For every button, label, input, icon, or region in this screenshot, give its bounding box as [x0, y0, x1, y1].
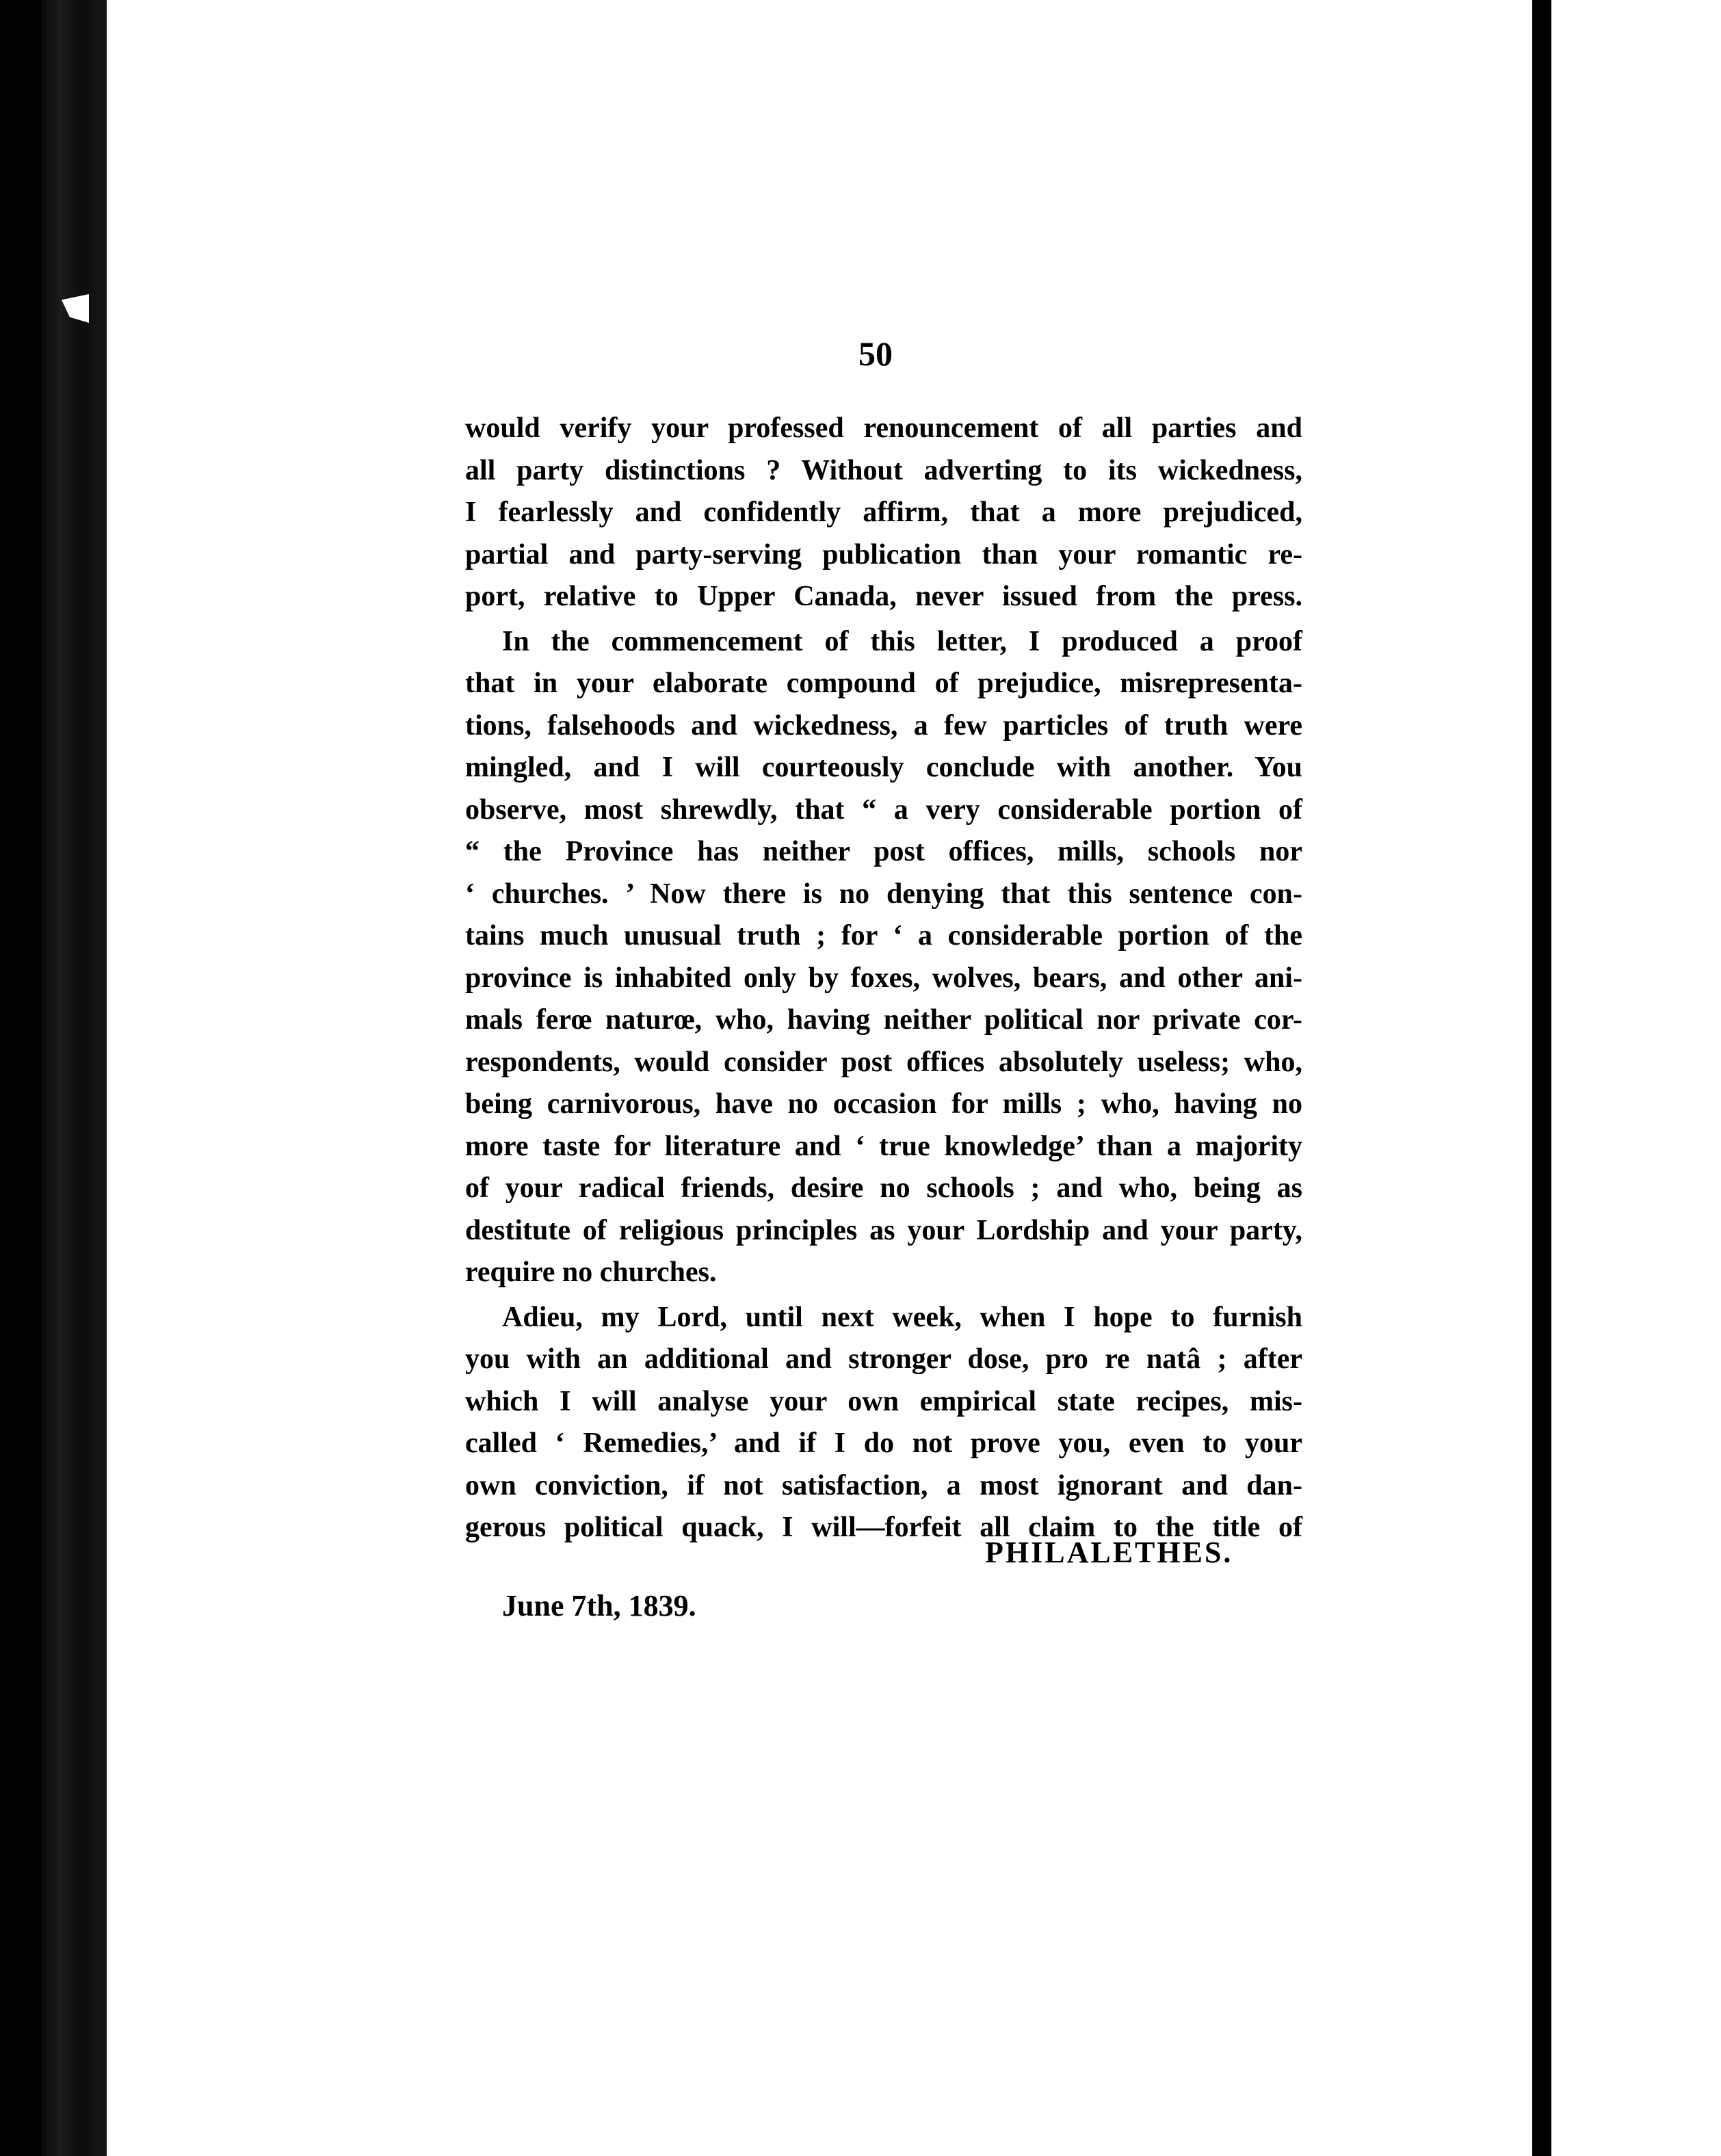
text-line: mingled, and I will courteously conclude with another. You: [465, 752, 1302, 783]
dateline: June 7th, 1839.: [502, 1589, 696, 1622]
body-text: [465, 408, 1302, 1549]
text-line: mals ferœ naturœ, who, having neither political nor private cor-: [465, 1004, 1302, 1036]
text-line: you with an additional and stronger dose, pro re natâ ; after: [465, 1343, 1302, 1375]
text-line: destitute of religious principles as your Lordship and your party,: [465, 1214, 1302, 1246]
text-line: that in your elaborate compound of prejudice, misrepresenta-: [465, 668, 1302, 699]
text-line: more taste for literature and ‘ true knowledge’ than a majority: [465, 1130, 1302, 1162]
paragraph: [465, 408, 1302, 618]
text-line: own conviction, if not satisfaction, a most ignorant and dan-: [465, 1469, 1302, 1501]
text-line: being carnivorous, have no occasion for mills ; who, having no: [465, 1088, 1302, 1120]
text-line: require no churches.: [465, 1257, 717, 1288]
book-spine: [41, 0, 107, 2156]
right-page-edge: [1551, 0, 1721, 2156]
page-number: 50: [858, 334, 893, 373]
text-line: all party distinctions ? Without adverting to its wickedness,: [465, 454, 1302, 486]
text-line: tains much unusual truth ; for ‘ a considerable portion of the: [465, 920, 1302, 951]
text-line: would verify your professed renouncement of all parties and: [465, 412, 1302, 444]
text-line: “ the Province has neither post offices, mills, schools nor: [465, 836, 1302, 867]
text-line: of your radical friends, desire no schools ; and who, being as: [465, 1172, 1302, 1204]
signature: PHILALETHES.: [985, 1536, 1233, 1569]
text-line: port, relative to Upper Canada, never issued from the press.: [465, 581, 1302, 612]
text-line: I fearlessly and confidently affirm, that a more prejudiced,: [465, 497, 1302, 528]
paragraph: [465, 1297, 1302, 1549]
text-line: province is inhabited only by foxes, wolves, bears, and other ani-: [465, 962, 1302, 994]
page-gutter: [1532, 0, 1551, 2156]
text-line: ‘ churches. ’ Now there is no denying that this sentence con-: [465, 878, 1302, 910]
text-line: observe, most shrewdly, that “ a very considerable portion of: [465, 793, 1302, 826]
text-line: Adieu, my Lord, until next week, when I hope to furnish: [502, 1301, 1302, 1333]
text-line: respondents, would consider post offices absolutely useless; who,: [465, 1046, 1302, 1078]
text-line: called ‘ Remedies,’ and if I do not prove you, even to your: [465, 1428, 1302, 1459]
text-line: gerous political quack, I will—forfeit all claim to the title of: [465, 1512, 1302, 1543]
text-line: which I will analyse your own empirical state recipes, mis-: [465, 1385, 1302, 1417]
text-line: partial and party-serving publication than your romantic re-: [465, 538, 1302, 570]
paragraph: [465, 621, 1302, 1294]
text-line: In the commencement of this letter, I produced a proof: [502, 625, 1302, 657]
text-line: tions, falsehoods and wickedness, a few particles of truth were: [465, 709, 1302, 741]
